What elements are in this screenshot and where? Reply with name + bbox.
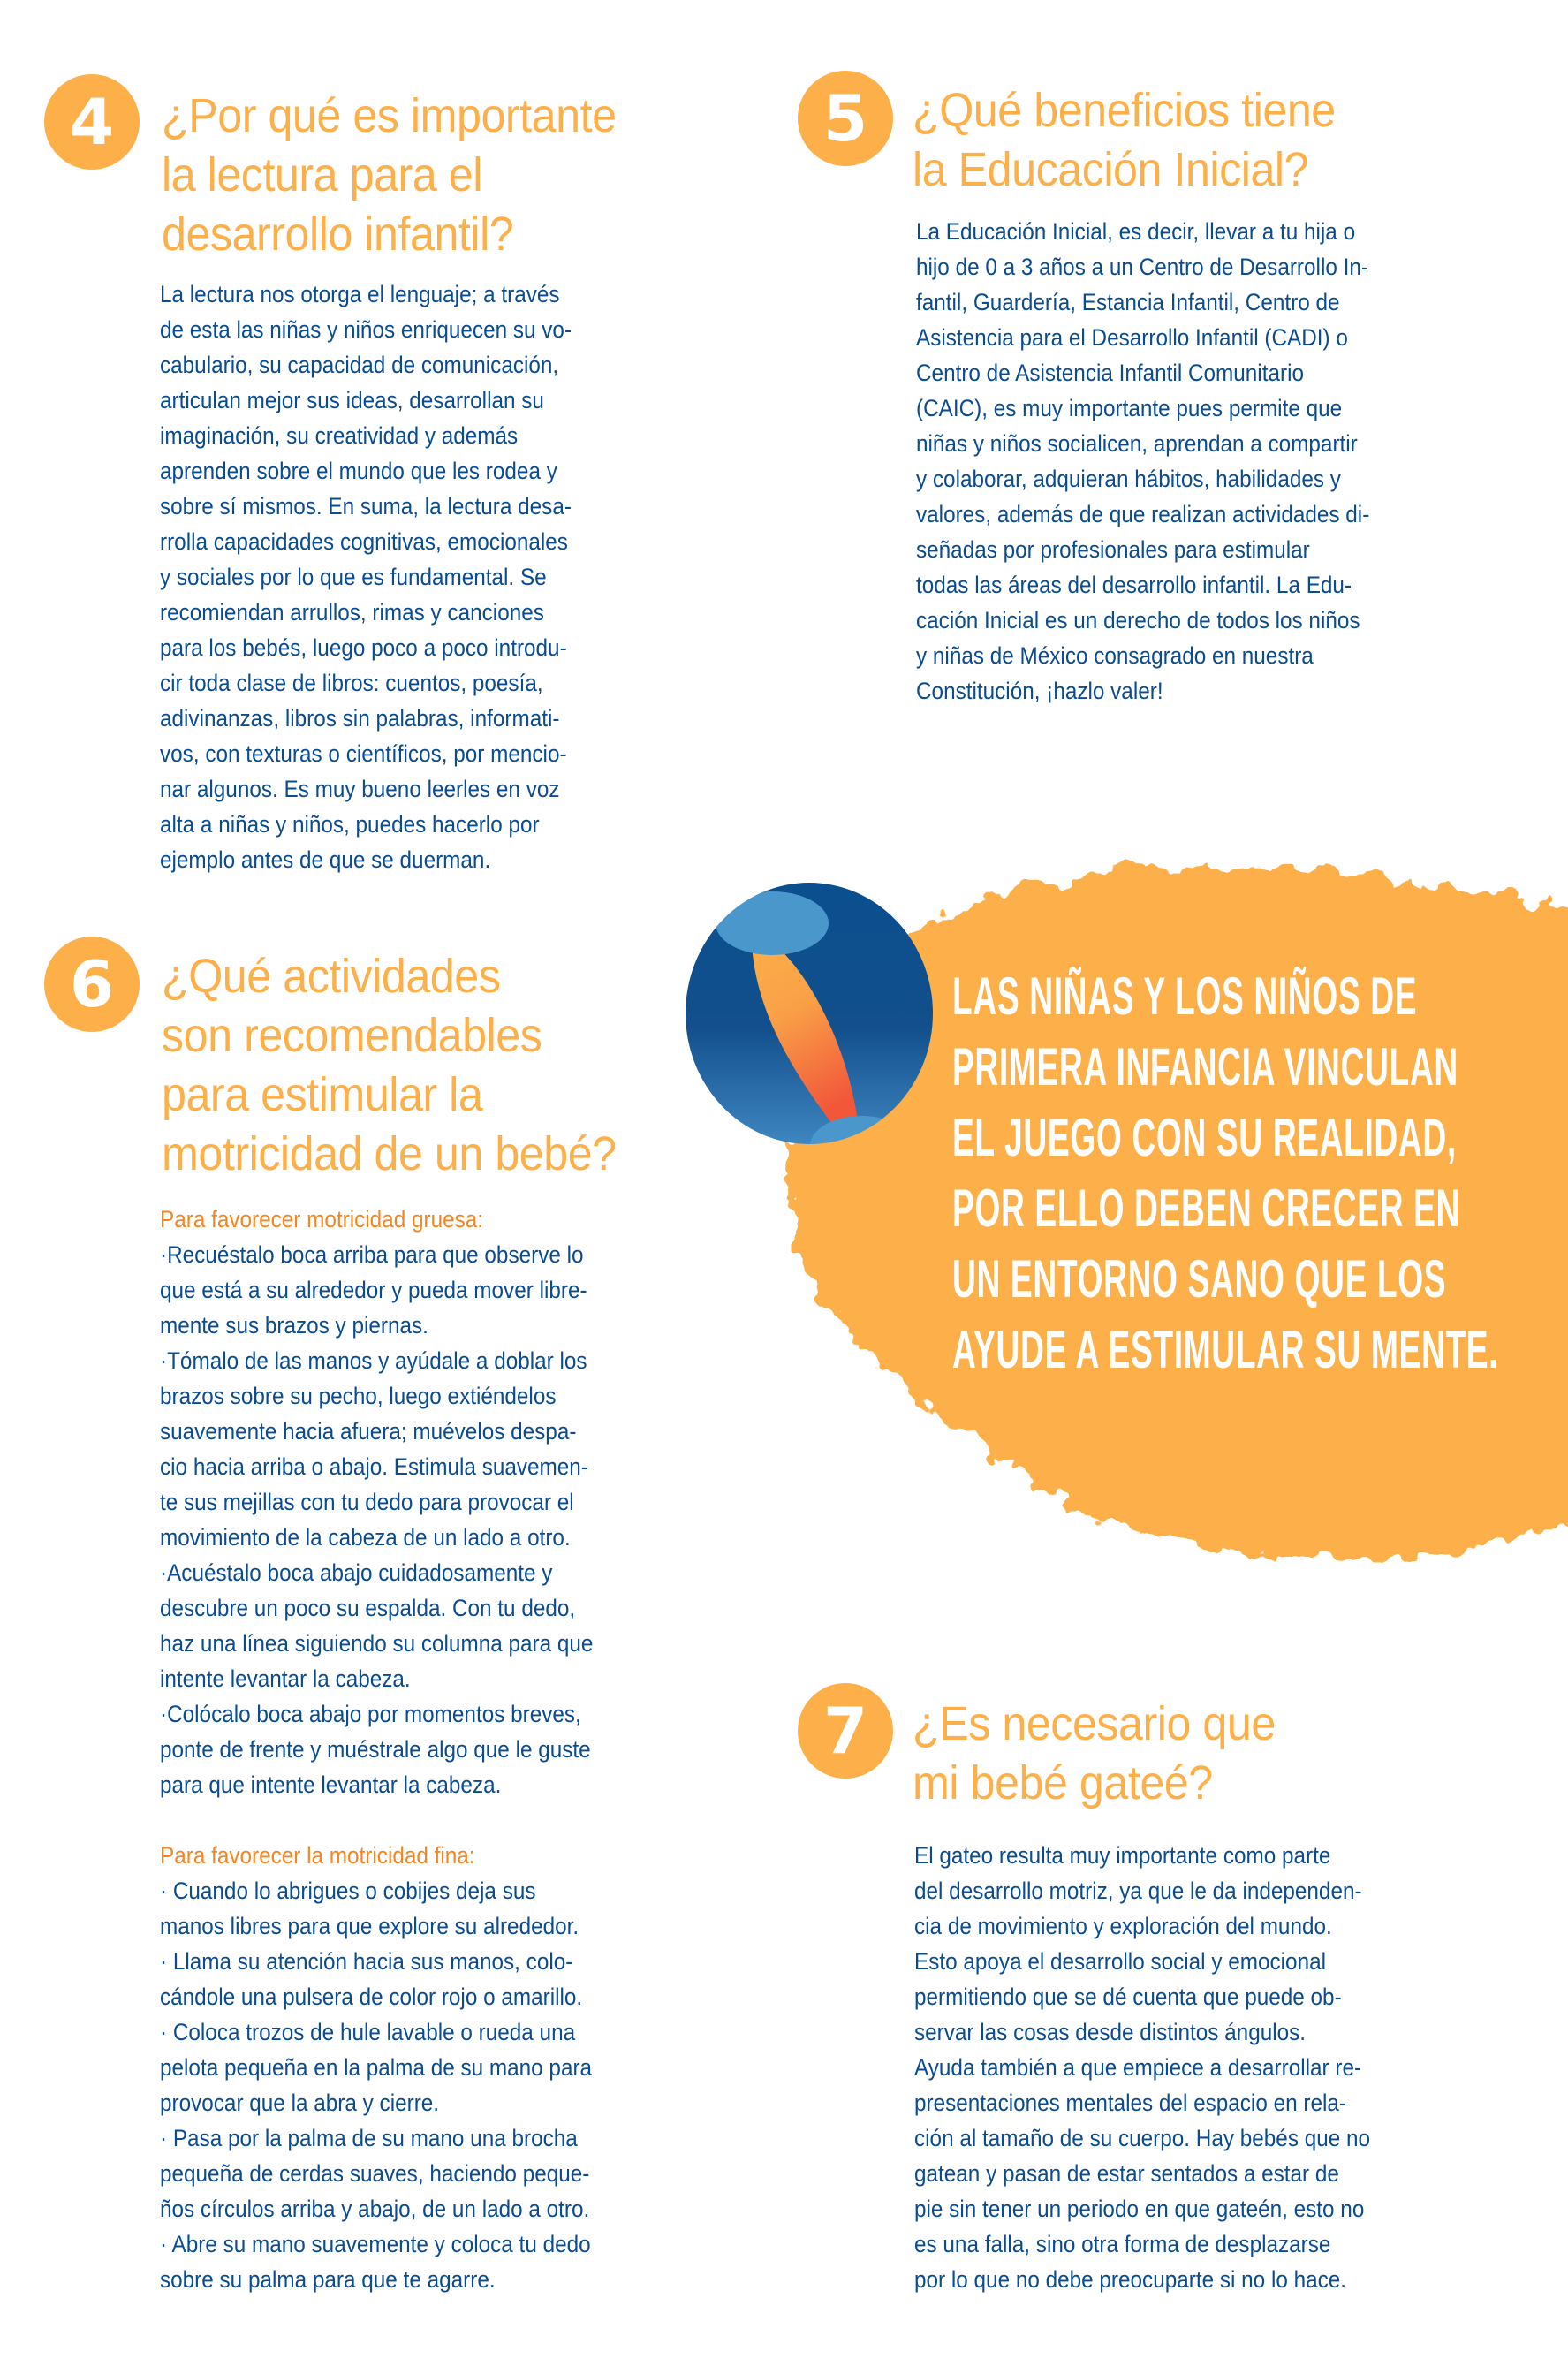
body-line: imaginación, su creatividad y además [160, 422, 519, 449]
body-line: Constitución, ¡hazlo valer! [916, 678, 1163, 704]
highlight-quote [952, 961, 1498, 1385]
body-line: rrolla capacidades cognitivas, emocionales [160, 528, 568, 555]
spacer [160, 1802, 593, 1838]
body-line: gatean y pasan de estar sentados a estar de [914, 2160, 1339, 2187]
body-line: para los bebés, luego poco a poco introdu- [160, 634, 567, 661]
beach-ball-icon [680, 879, 936, 1149]
body-line: valores, además de que realizan actividades di- [916, 501, 1370, 527]
quote-line: POR ELLO DEBEN CRECER EN [952, 1179, 1461, 1238]
body-line: de esta las niñas y niños enriquecen su vo- [160, 316, 572, 343]
section-number-badge: 7 [798, 1683, 893, 1779]
fine-motor-subheading: Para favorecer la motricidad fina: [160, 1842, 475, 1869]
section-body [160, 277, 572, 877]
body-line: y niñas de México consagrado en nuestra [916, 642, 1314, 669]
body-line: articulan mejor sus ideas, desarrollan su [160, 387, 544, 413]
body-line: ejemplo antes de que se duerman. [160, 846, 491, 873]
body-line: cir toda clase de libros: cuentos, poesía, [160, 670, 543, 696]
body-line: vos, con texturas o científicos, por mencio- [160, 740, 567, 767]
body-line: y sociales por lo que es fundamental. Se [160, 564, 547, 590]
body-line: manos libres para que explore su alrededor. [160, 1913, 579, 1939]
body-line: · Pasa por la palma de su mano una brocha [160, 2125, 578, 2151]
body-line: Esto apoya el desarrollo social y emocional [914, 1948, 1327, 1975]
section-body [916, 214, 1369, 709]
title-line: mi bebé gateé? [913, 1756, 1213, 1809]
body-line: mente sus brazos y piernas. [160, 1312, 428, 1339]
body-line: · Abre su mano suavemente y coloca tu dedo [160, 2231, 591, 2257]
section-title [162, 947, 617, 1184]
body-line: cándole una pulsera de color rojo o amarillo. [160, 1984, 583, 2010]
body-line: permitiendo que se dé cuenta que puede ob- [914, 1984, 1342, 2010]
section-title [913, 1695, 1276, 1813]
body-line: (CAIC), es muy importante pues permite que [916, 395, 1343, 421]
title-line: ¿Qué actividades [162, 950, 501, 1003]
body-line: Centro de Asistencia Infantil Comunitario [916, 360, 1304, 386]
body-line: del desarrollo motriz, ya que le da independen- [914, 1877, 1362, 1904]
body-line: La lectura nos otorga el lenguaje; a través [160, 281, 560, 307]
body-line: niñas y niños socialicen, aprendan a compartir [916, 430, 1358, 457]
body-line: suavemente hacia afuera; muévelos despa- [160, 1418, 577, 1445]
body-line: te sus mejillas con tu dedo para provocar el [160, 1489, 574, 1515]
body-line: ·Acuéstalo boca abajo cuidadosamente y [160, 1559, 553, 1586]
body-line: · Coloca trozos de hule lavable o rueda una [160, 2019, 576, 2045]
body-line: ponte de frente y muéstrale algo que le guste [160, 1736, 591, 1763]
body-line: nar algunos. Es muy bueno leerles en voz [160, 776, 560, 802]
body-line: haz una línea siguiendo su columna para que [160, 1630, 594, 1657]
body-line: aprenden sobre el mundo que les rodea y [160, 458, 557, 484]
body-line: ·Recuéstalo boca arriba para que observe lo [160, 1241, 584, 1268]
body-line: pelota pequeña en la palma de su mano para [160, 2054, 593, 2081]
body-line: ños círculos arriba y abajo, de un lado a otro. [160, 2196, 590, 2222]
body-line: ción al tamaño de su cuerpo. Hay bebés que no [914, 2125, 1371, 2151]
body-line: cia de movimiento y exploración del mundo. [914, 1913, 1332, 1939]
body-line: descubre un poco su espalda. Con tu dedo, [160, 1595, 576, 1621]
body-line: que está a su alrededor y pueda mover libre- [160, 1277, 587, 1303]
title-line: ¿Qué beneficios tiene [913, 84, 1336, 137]
body-line: provocar que la abra y cierre. [160, 2090, 440, 2116]
body-line: cabulario, su capacidad de comunicación, [160, 352, 559, 378]
quote-line: EL JUEGO CON SU REALIDAD, [952, 1108, 1457, 1167]
body-line: fantil, Guardería, Estancia Infantil, Centro de [916, 289, 1340, 315]
body-line: movimiento de la cabeza de un lado a otro. [160, 1524, 571, 1551]
body-line: todas las áreas del desarrollo infantil. La Edu- [916, 572, 1352, 598]
body-line: es una falla, sino otra forma de desplazarse [914, 2231, 1331, 2257]
body-line: hijo de 0 a 3 años a un Centro de Desarrollo In- [916, 254, 1368, 280]
body-line: adivinanzas, libros sin palabras, informati- [160, 705, 560, 732]
title-line: ¿Es necesario que [913, 1697, 1276, 1750]
body-line: cación Inicial es un derecho de todos los niños [916, 607, 1360, 633]
section-title [913, 81, 1336, 200]
body-line: · Cuando lo abrigues o cobijes deja sus [160, 1877, 536, 1904]
body-line: pequeña de cerdas suaves, haciendo peque- [160, 2160, 590, 2187]
body-line: Ayuda también a que empiece a desarrollar re- [914, 2054, 1362, 2081]
quote-line: LAS NIÑAS Y LOS NIÑOS DE [952, 967, 1418, 1026]
section-title [162, 87, 617, 264]
body-line: cio hacia arriba o abajo. Estimula suavemen- [160, 1453, 588, 1480]
title-line: para estimular la [162, 1068, 483, 1121]
body-line: Asistencia para el Desarrollo Infantil (CADI) o [916, 324, 1348, 351]
title-line: la lectura para el [162, 148, 482, 201]
body-line: y colaborar, adquieran hábitos, habilidades y [916, 466, 1341, 492]
body-line: ·Colócalo boca abajo por momentos breves, [160, 1701, 581, 1727]
body-line: sobre sí mismos. En suma, la lectura desa- [160, 493, 572, 520]
body-line: para que intente levantar la cabeza. [160, 1771, 502, 1798]
body-line: El gateo resulta muy importante como parte [914, 1842, 1331, 1869]
title-line: ¿Por qué es importante [162, 89, 617, 142]
section-body [914, 1838, 1370, 2297]
gross-motor-subheading: Para favorecer motricidad gruesa: [160, 1206, 484, 1233]
body-line: · Llama su atención hacia sus manos, colo- [160, 1948, 573, 1975]
section-number-badge: 6 [44, 937, 140, 1032]
section-number-badge: 5 [798, 71, 893, 166]
title-line: motricidad de un bebé? [162, 1127, 617, 1180]
title-line: son recomendables [162, 1009, 542, 1062]
quote-line: AYUDE A ESTIMULAR SU MENTE. [952, 1320, 1499, 1379]
body-line: intente levantar la cabeza. [160, 1665, 411, 1692]
body-line: por lo que no debe preocuparte si no lo hace. [914, 2266, 1347, 2293]
body-line: señadas por profesionales para estimular [916, 536, 1310, 563]
quote-line: PRIMERA INFANCIA VINCULAN [952, 1037, 1458, 1096]
title-line: desarrollo infantil? [162, 208, 514, 261]
body-line: brazos sobre su pecho, luego extiéndelos [160, 1383, 557, 1409]
body-line: recomiendan arrullos, rimas y canciones [160, 599, 544, 626]
body-line: sobre su palma para que te agarre. [160, 2266, 496, 2293]
quote-line: UN ENTORNO SANO QUE LOS [952, 1249, 1447, 1308]
title-line: la Educación Inicial? [913, 143, 1309, 196]
body-line: ·Tómalo de las manos y ayúdale a doblar los [160, 1347, 587, 1374]
body-line: presentaciones mentales del espacio en rela- [914, 2090, 1346, 2116]
body-line: pie sin tener un periodo en que gateén, esto no [914, 2196, 1365, 2222]
section-number-badge: 4 [44, 74, 140, 170]
section-body [160, 1202, 593, 2297]
body-line: alta a niñas y niños, puedes hacerlo por [160, 811, 540, 838]
body-line: servar las cosas desde distintos ángulos. [914, 2019, 1307, 2045]
body-line: La Educación Inicial, es decir, llevar a tu hija o [916, 218, 1356, 245]
